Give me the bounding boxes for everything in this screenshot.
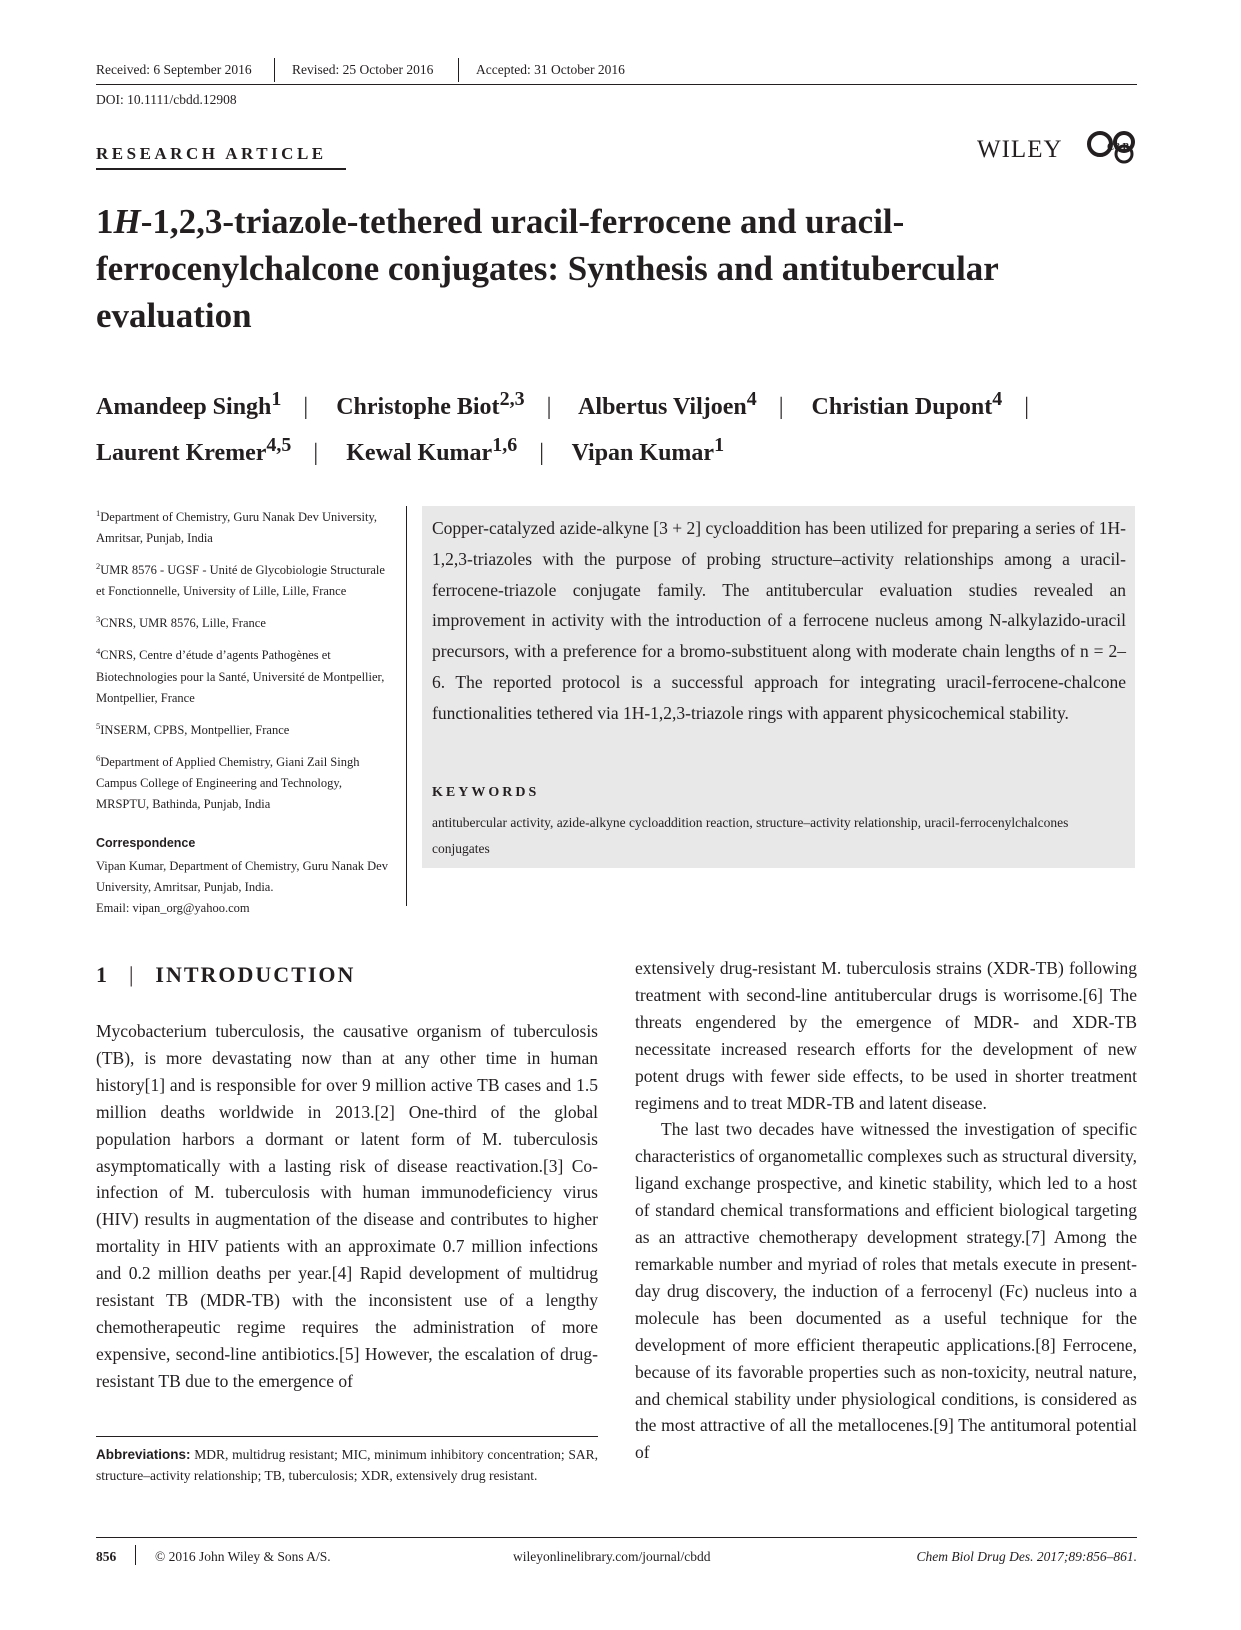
abstract-divider [406,506,407,906]
correspondence-heading: Correspondence [96,835,196,850]
header-rule [96,84,1137,85]
copyright: © 2016 John Wiley & Sons A/S. [155,1549,331,1564]
author-aff: 1 [271,388,282,410]
received-date: Received: 6 September 2016 [96,62,252,77]
article-type: RESEARCH ARTICLE [96,144,327,163]
revised-date: Revised: 25 October 2016 [292,62,434,77]
body-column-left [96,1018,598,1395]
author-aff: 1 [714,434,725,456]
abbreviations-rule [96,1436,598,1437]
accepted-date: Accepted: 31 October 2016 [476,62,625,77]
divider [458,58,459,82]
section-title: INTRODUCTION [155,962,356,987]
paragraph: The last two decades have witnessed the investigation of specific characteristics of organometallic complexes such as structural diversity, ligand exchange prospective, and kinetic stability, which led to a host of standard chemical transformations and efficient biological targeting as an attractive chemotherapy development strategy.[7] Among the remarkable number and myriad of roles that metals execute in present-day drug discovery, the induction of a ferrocenyl (Fc) nucleus into a molecule has been documented as a useful technique for the development of more efficient therapeutic applications.[8] Ferrocene, because of its favorable properties such as non-toxicity, neutral nature, and chemical stability under physiological conditions, is considered as the most attractive of all the metallocenes.[9] The antitumoral potential of [635,1119,1137,1463]
footer-rule [96,1537,1137,1538]
body-column-right [635,955,1137,1466]
keywords-heading: KEYWORDS [432,785,540,800]
journal-logo [1080,128,1142,173]
affiliations [96,503,396,919]
journal-url[interactable]: wileyonlinelibrary.com/journal/cbdd [513,1549,711,1564]
affiliation: $^1$Department of Chemistry, Guru Nanak Dev University, Amritsar, Punjab, India [96,508,378,546]
author-aff: 2,3 [499,388,525,410]
affiliation: $^2$UMR 8576 - UGSF - Unité de Glycobiologie Structurale et Fonctionnelle, University of Lille, Lille, France [96,561,385,599]
author: Christian Dupont [811,394,993,420]
abstract-text: Copper-catalyzed azide-alkyne [3 + 2] cycloaddition has been utilized for preparing a series of 1H-1,2,3-triazoles with the purpose of probing structure–activity relationships among a uracil-ferrocene-triazole conjugate family. The antitubercular evaluation studies revealed an improvement in activity with the introduction of a ferrocene nucleus among N-alkylazido-uracil precursors, with a preference for a bromo-substituent along with moderate chain lengths of n = 2–6. The reported protocol is a successful approach for integrating uracil-ferrocene-chalcone functionalities tethered via 1H-1,2,3-triazole rings with apparent physicochemical stability. [432,518,1126,723]
author-aff: 4,5 [266,434,292,456]
title-text: 1H-1,2,3-triazole-tethered uracil-ferrocene and uracil- ferrocenylchalcone conjugates: Synthesis and antitubercular evaluation [96,202,999,335]
journal-logo-text: C&B [1107,142,1130,153]
article-title [96,198,1136,339]
page-number: 856 [96,1549,117,1564]
paragraph: Mycobacterium tuberculosis, the causative organism of tuberculosis (TB), is more devastating now than at any other time in human history[1] and is responsible for over 9 million active TB cases and 1.5 million deaths worldwide in 2013.[2] One-third of the global population harbors a dormant or latent form of M. tuberculosis asymptomatically with a lasting risk of disease reactivation.[3] Co-infection of M. tuberculosis with human immunodeficiency virus (HIV) results in augmentation of the disease and contributes to higher mortality in HIV patients with an approximate 0.7 million infections and 0.2 million deaths per year.[4] Rapid development of multidrug resistant TB (MDR-TB) with the inconsistent use of a lengthy chemotherapeutic regime requires the administration of more expensive, second-line antibiotics.[5] However, the escalation of drug-resistant TB due to the emergence of [96,1021,598,1391]
author: Kewal Kumar [346,440,493,466]
correspondence-email: Email: vipan_org@yahoo.com [96,900,250,915]
abstract [432,513,1126,729]
correspondence-text: Vipan Kumar, Department of Chemistry, Guru Nanak Dev University, Amritsar, Punjab, India. Email: vipan_org@yahoo.com [96,858,388,915]
citation: Chem Biol Drug Des. 2017;89:856–861. [916,1549,1137,1564]
section-heading: 1 | INTRODUCTION [96,962,356,987]
author-aff: 4 [992,388,1003,410]
author: Vipan Kumar [571,440,715,466]
divider [135,1545,136,1565]
author-list: Amandeep Singh$^1$ | Christophe Biot$^{2,3}$ | Albertus Viljoen$^4$ | Christian Dupont$^4$ | Laurent Kremer$^{4,5}$ | Kewal Kumar$^{1,6}$ | Vipan Kumar$^1$ [96,388,1030,466]
author-aff: 4 [746,388,757,410]
abbreviations-label: Abbreviations: [96,1447,191,1462]
affiliation: $^6$Department of Applied Chemistry, Giani Zail Singh Campus College of Engineering and Technology, MRSPTU, Bathinda, Punjab, India [96,752,360,811]
section-number: 1 [96,962,109,987]
abbreviations [96,1444,598,1486]
author: Christophe Biot [336,394,500,420]
author: Albertus Viljoen [578,394,747,420]
publisher-logo: WILEY [977,136,1063,163]
paragraph: extensively drug-resistant M. tuberculosis strains (XDR-TB) following treatment with second-line antitubercular drugs is worrisome.[6] The threats engendered by the emergence of MDR- and XDR-TB necessitate increased research efforts for the development of new potent drugs with fewer side effects, to be used in shorter treatment regimens and to treat MDR-TB and latent disease. [635,958,1137,1113]
author-aff: 1,6 [492,434,518,456]
affiliation: $^3$CNRS, UMR 8576, Lille, France [96,614,266,631]
affiliation: $^4$CNRS, Centre d’étude d’agents Pathogènes et Biotechnologies pour la Santé, Université de Montpellier, Montpellier, France [96,646,385,705]
dates-bar [96,58,1146,84]
doi: DOI: 10.1111/cbdd.12908 [96,92,237,107]
divider [274,58,275,82]
keywords: antitubercular activity, azide-alkyne cycloaddition reaction, structure–activity relationship, uracil-ferrocenylchalcones conjugates [432,815,1069,856]
author: Amandeep Singh [96,394,272,420]
article-type-underline [96,168,346,170]
abbreviations-text: MDR, multidrug resistant; MIC, minimum inhibitory concentration; SAR, structure–activity relationship; TB, tuberculosis; XDR, extensively drug resistant. [96,1447,598,1483]
author: Laurent Kremer [96,440,267,466]
affiliation: $^5$INSERM, CPBS, Montpellier, France [96,720,290,737]
